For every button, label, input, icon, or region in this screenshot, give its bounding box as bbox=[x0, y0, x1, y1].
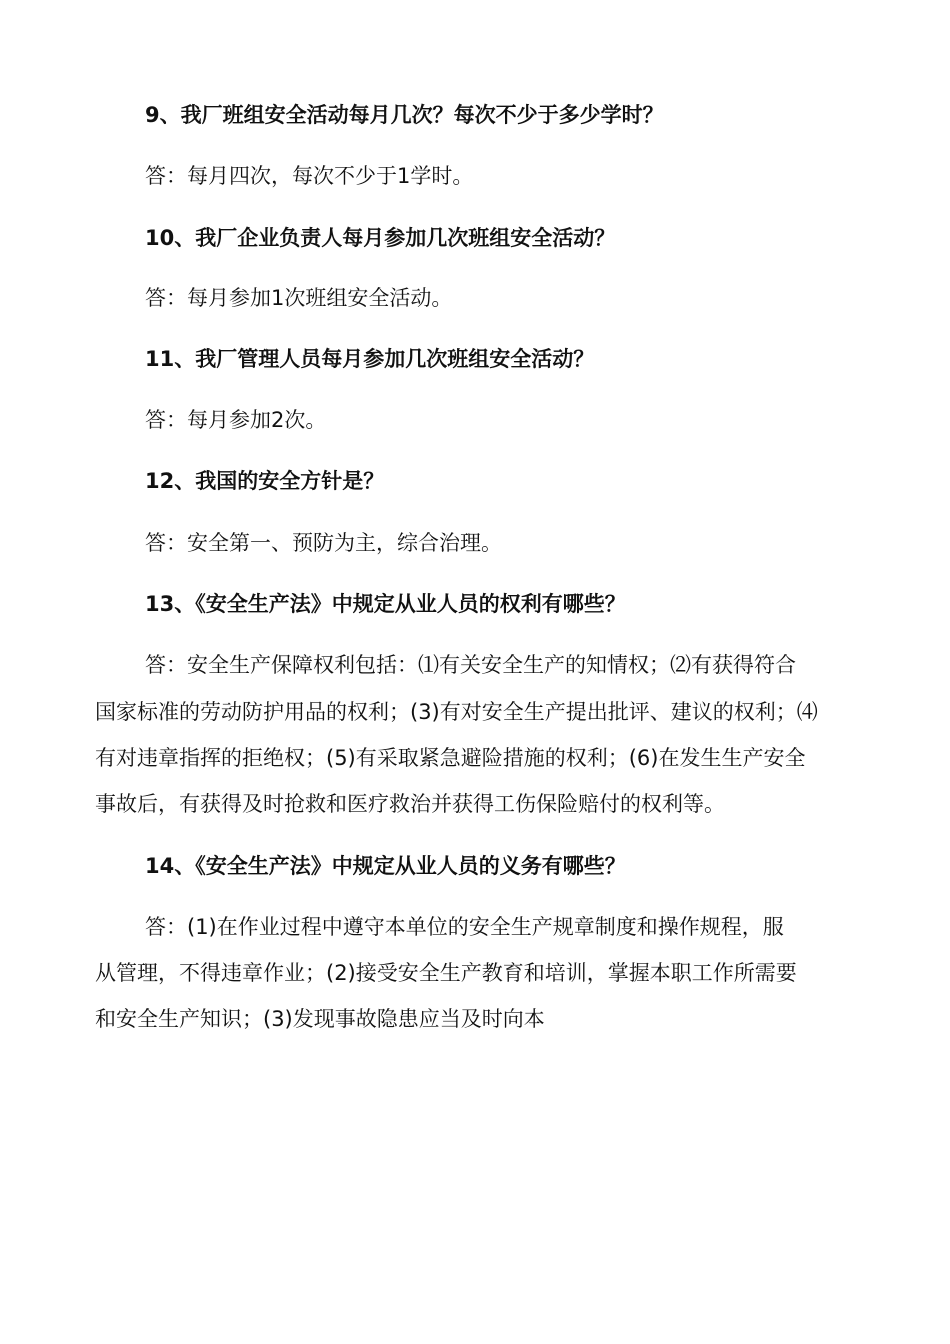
question-14: 14、《安全生产法》中规定从业人员的义务有哪些？ bbox=[145, 854, 626, 878]
answer-12: 答：安全第一、预防为主，综合治理。 bbox=[145, 531, 502, 555]
question-12: 12、我国的安全方针是？ bbox=[145, 469, 385, 493]
answer-9: 答：每月四次，每次不少于1学时。 bbox=[145, 164, 474, 188]
answer-14-line-3: 和安全生产知识；(3)发现事故隐患应当及时向本 bbox=[95, 1007, 545, 1031]
question-9: 9、我厂班组安全活动每月几次？每次不少于多少学时？ bbox=[145, 103, 664, 127]
answer-13-line-4: 事故后，有获得及时抢救和医疗救治并获得工伤保险赔付的权利等。 bbox=[95, 792, 725, 816]
answer-11: 答：每月参加2次。 bbox=[145, 408, 327, 432]
answer-14-line-2: 从管理，不得违章作业；(2)接受安全生产教育和培训，掌握本职工作所需要 bbox=[95, 961, 797, 985]
answer-10: 答：每月参加1次班组安全活动。 bbox=[145, 286, 453, 310]
answer-14-line-1: 答：(1)在作业过程中遵守本单位的安全生产规章制度和操作规程，服 bbox=[145, 915, 784, 939]
question-10: 10、我厂企业负责人每月参加几次班组安全活动？ bbox=[145, 226, 616, 250]
answer-13-line-3: 有对违章指挥的拒绝权；(5)有采取紧急避险措施的权利；(6)在发生生产安全 bbox=[95, 746, 806, 770]
answer-13-line-2: 国家标准的劳动防护用品的权利；(3)有对安全生产提出批评、建议的权利；⑷ bbox=[95, 700, 818, 724]
question-11: 11、我厂管理人员每月参加几次班组安全活动？ bbox=[145, 347, 595, 371]
answer-13-line-1: 答：安全生产保障权利包括：⑴有关安全生产的知情权；⑵有获得符合 bbox=[145, 653, 796, 677]
question-13: 13、《安全生产法》中规定从业人员的权利有哪些？ bbox=[145, 592, 626, 616]
